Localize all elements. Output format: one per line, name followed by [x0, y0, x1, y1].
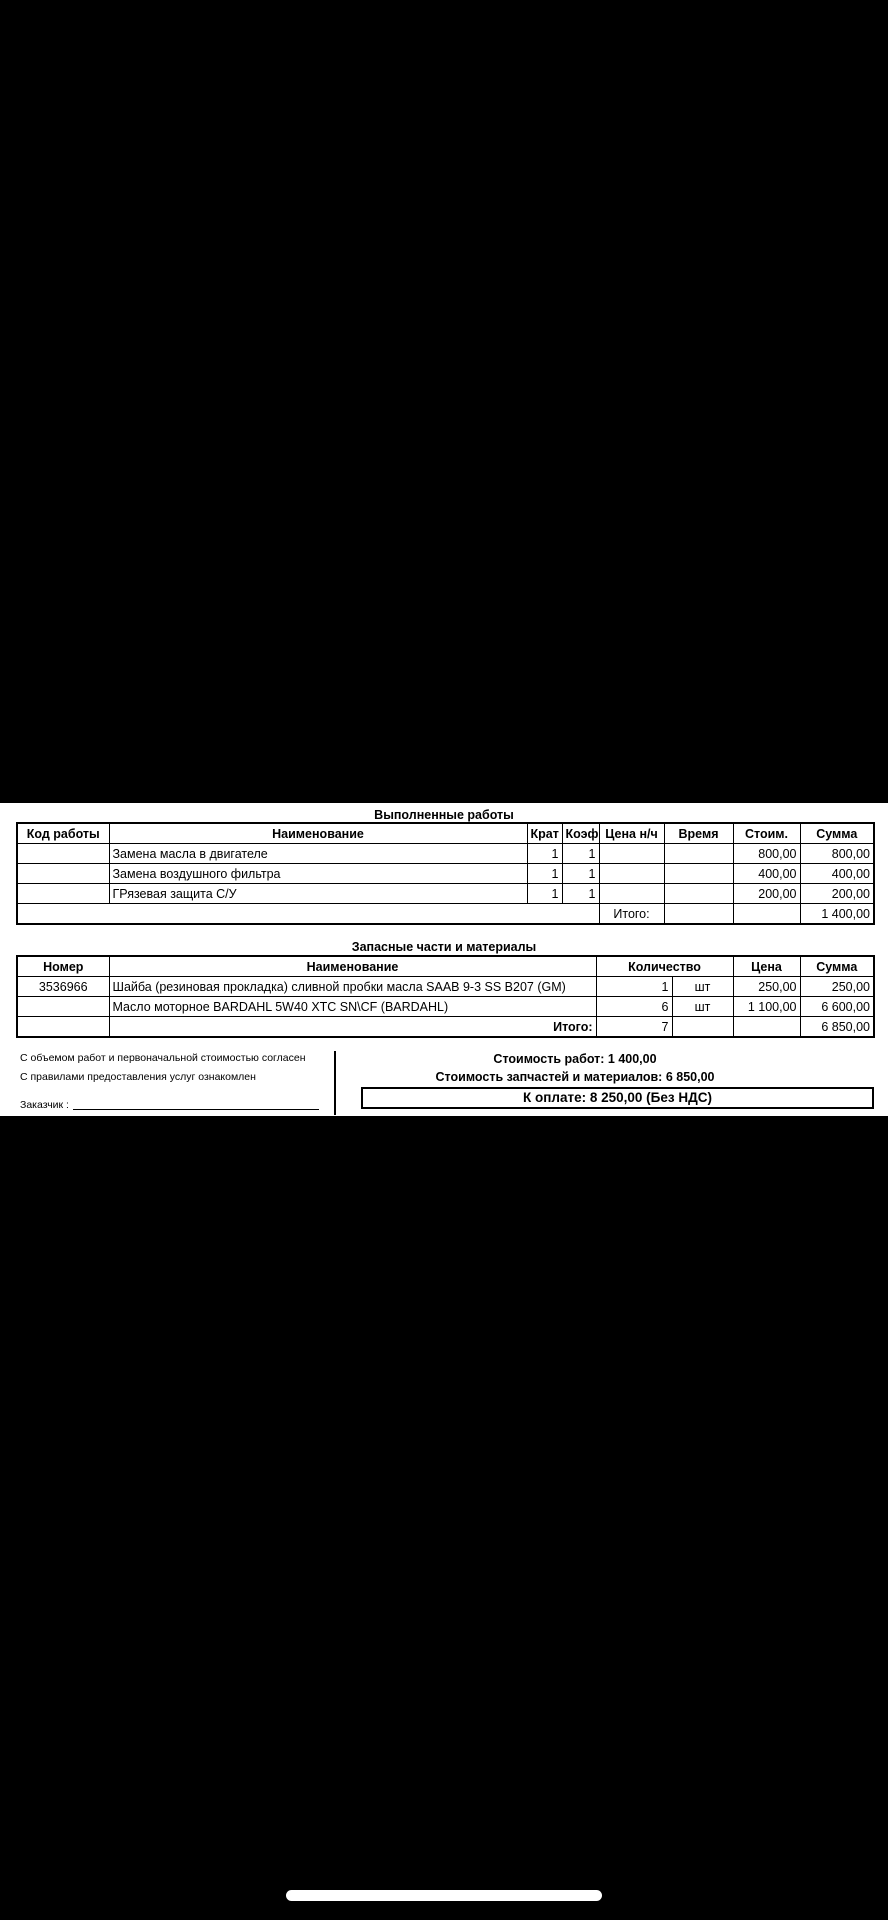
- parts-total-empty-number: [17, 1017, 109, 1038]
- work-price-hour: [599, 884, 664, 904]
- works-total-spacer: [17, 904, 599, 925]
- table-row: [17, 997, 874, 1017]
- invoice-document: [0, 803, 888, 1116]
- work-cost: 800,00: [733, 844, 800, 864]
- parts-cost-summary: Стоимость запчастей и материалов: 6 850,00: [435, 1070, 715, 1084]
- works-header-row: [17, 823, 874, 844]
- col-header-price: Цена: [733, 956, 800, 977]
- work-krat: 1: [527, 884, 562, 904]
- agreement-text-2: С правилами предоставления услуг ознакомлен: [20, 1071, 256, 1083]
- work-name: Замена воздушного фильтра: [109, 864, 527, 884]
- work-name: ГРязевая защита С/У: [109, 884, 527, 904]
- work-cost: 200,00: [733, 884, 800, 904]
- col-header-name: Наименование: [109, 823, 527, 844]
- work-krat: 1: [527, 844, 562, 864]
- part-number: 3536966: [17, 977, 109, 997]
- home-indicator[interactable]: [286, 1890, 602, 1901]
- customer-label: Заказчик :: [20, 1099, 69, 1111]
- part-number: [17, 997, 109, 1017]
- table-row: [17, 864, 874, 884]
- work-krat: 1: [527, 864, 562, 884]
- works-cost-summary: Стоимость работ: 1 400,00: [493, 1052, 657, 1066]
- table-row: [17, 884, 874, 904]
- parts-section-title: Запасные части и материалы: [351, 940, 537, 954]
- col-header-cost: Стоим.: [733, 823, 800, 844]
- work-code: [17, 864, 109, 884]
- part-price: 250,00: [733, 977, 800, 997]
- part-sum: 250,00: [800, 977, 874, 997]
- work-time: [664, 864, 733, 884]
- part-qty: 1: [596, 977, 672, 997]
- parts-table: [16, 955, 875, 1038]
- part-qty: 6: [596, 997, 672, 1017]
- works-total-empty-cost: [733, 904, 800, 925]
- col-header-time: Время: [664, 823, 733, 844]
- col-header-part-name: Наименование: [109, 956, 596, 977]
- work-koef: 1: [562, 864, 599, 884]
- part-name: Шайба (резиновая прокладка) сливной пробки масла SAAB 9-3 SS B207 (GM): [109, 977, 596, 997]
- work-sum: 400,00: [800, 864, 874, 884]
- parts-total-empty-price: [733, 1017, 800, 1038]
- col-header-sum: Сумма: [800, 823, 874, 844]
- works-total-label: Итого:: [599, 904, 664, 925]
- footer-divider: [334, 1051, 336, 1115]
- work-sum: 800,00: [800, 844, 874, 864]
- col-header-part-sum: Сумма: [800, 956, 874, 977]
- col-header-code: Код работы: [17, 823, 109, 844]
- agreement-text-1: С объемом работ и первоначальной стоимостью согласен: [20, 1052, 306, 1064]
- part-name: Масло моторное BARDAHL 5W40 XTC SN\CF (BARDAHL): [109, 997, 596, 1017]
- col-header-price-hour: Цена н/ч: [599, 823, 664, 844]
- col-header-number: Номер: [17, 956, 109, 977]
- work-name: Замена масла в двигателе: [109, 844, 527, 864]
- works-total-empty-time: [664, 904, 733, 925]
- amount-due-box: К оплате: 8 250,00 (Без НДС): [361, 1087, 874, 1109]
- work-price-hour: [599, 864, 664, 884]
- table-row: [17, 844, 874, 864]
- parts-total-value: 6 850,00: [800, 1017, 874, 1038]
- part-unit: шт: [672, 997, 733, 1017]
- table-row: [17, 977, 874, 997]
- work-time: [664, 884, 733, 904]
- parts-total-empty-unit: [672, 1017, 733, 1038]
- works-table: [16, 822, 875, 925]
- part-sum: 6 600,00: [800, 997, 874, 1017]
- part-unit: шт: [672, 977, 733, 997]
- work-sum: 200,00: [800, 884, 874, 904]
- signature-line: [73, 1109, 319, 1110]
- parts-total-qty: 7: [596, 1017, 672, 1038]
- col-header-koef: Коэф: [562, 823, 599, 844]
- works-total-row: [17, 904, 874, 925]
- parts-total-label: Итого:: [109, 1017, 596, 1038]
- work-code: [17, 844, 109, 864]
- works-total-value: 1 400,00: [800, 904, 874, 925]
- parts-header-row: [17, 956, 874, 977]
- work-price-hour: [599, 844, 664, 864]
- col-header-quantity: Количество: [596, 956, 733, 977]
- parts-total-row: [17, 1017, 874, 1038]
- work-code: [17, 884, 109, 904]
- work-cost: 400,00: [733, 864, 800, 884]
- work-time: [664, 844, 733, 864]
- work-koef: 1: [562, 844, 599, 864]
- part-price: 1 100,00: [733, 997, 800, 1017]
- works-section-title: Выполненные работы: [374, 808, 514, 822]
- col-header-krat: Крат: [527, 823, 562, 844]
- work-koef: 1: [562, 884, 599, 904]
